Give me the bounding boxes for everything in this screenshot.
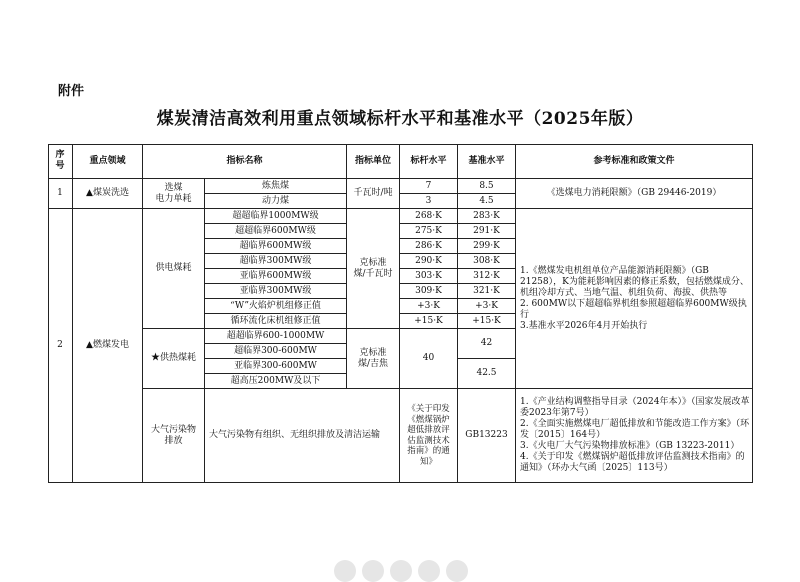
header-baseline: 基准水平 [458,144,516,179]
supply-power-unit: 克标准 煤/千瓦时 [347,209,400,329]
document-title: 煤炭清洁高效利用重点领域标杆水平和基准水平（2025年版） [156,109,644,129]
supply-heat-benchmark: 40 [400,329,458,389]
supply-power-benchmark: +3·K [400,299,458,314]
pollutant-level: GB13223 [458,389,516,483]
page-dot[interactable] [334,560,356,582]
page-dot[interactable] [390,560,412,582]
header-benchmark: 标杆水平 [400,144,458,179]
row1-item-name: 炼焦煤 [205,179,347,194]
supply-power-baseline: +15·K [458,314,516,329]
header-no: 序 号 [48,144,73,179]
supply-heat-label: ★供热煤耗 [143,329,205,389]
supply-heat-item: 超高压200MW及以下 [205,374,347,389]
supply-power-item: 超临界300MW级 [205,254,347,269]
supply-power-item: 超超临界600MW级 [205,224,347,239]
supply-power-baseline: +3·K [458,299,516,314]
supply-heat-baseline: 42.5 [458,359,516,389]
row1-indicator: 选煤 电力单耗 [143,179,205,209]
supply-heat-baseline: 42 [458,329,516,359]
supply-heat-item: 亚临界300-600MW [205,359,347,374]
header-reference: 参考标准和政策文件 [516,144,753,179]
supply-power-item: 亚临界600MW级 [205,269,347,284]
pollutant-indicator: 大气污染物有组织、无组织排放及清洁运输 [205,389,400,483]
row1-item-name: 动力煤 [205,194,347,209]
supply-power-benchmark: +15·K [400,314,458,329]
supply-heat-item: 超临界300-600MW [205,344,347,359]
row2-field: ▲燃煤发电 [73,209,143,483]
supply-power-baseline: 321·K [458,284,516,299]
supply-power-baseline: 291·K [458,224,516,239]
row1-benchmark: 7 [400,179,458,194]
supply-power-baseline: 299·K [458,239,516,254]
header-field: 重点领域 [73,144,143,179]
supply-power-benchmark: 268·K [400,209,458,224]
supply-power-benchmark: 286·K [400,239,458,254]
row1-field: ▲煤炭洗选 [73,179,143,209]
attachment-label: 附件 [58,84,85,99]
row1-unit: 千瓦时/吨 [347,179,400,209]
pollutant-reference: 1.《产业结构调整指导目录（2024年本）》（国家发展改革委2023年第7号） 2.《全面实施燃煤电厂超低排放和节能改造工作方案》（环发〔2015〕164号） 3.《火电厂大气污染物排放标准》（GB 13223-2011） 4.《关于印发《燃煤锅炉超低排放评估监测技术指南》的通知》（环办大气函〔2025〕113号） [516,389,753,483]
power-reference: 1.《燃煤发电机组单位产品能源消耗限额》（GB 21258），K为能耗影响因素的修正系数，包括燃煤成分、机组冷却方式、当地气温、机组负荷、海拔、供热等 2. 600MW以下超超临界机组参照超超临界600MW级执行 3.基准水平2026年4月开始执行 [516,209,753,389]
supply-power-baseline: 283·K [458,209,516,224]
page-dot[interactable] [362,560,384,582]
pollutant-label: 大气污染物 排放 [143,389,205,483]
supply-power-benchmark: 275·K [400,224,458,239]
supply-power-baseline: 312·K [458,269,516,284]
supply-power-baseline: 308·K [458,254,516,269]
row1-baseline: 4.5 [458,194,516,209]
supply-power-item: 超临界600MW级 [205,239,347,254]
row1-no: 1 [48,179,73,209]
supply-heat-item: 超超临界600-1000MW [205,329,347,344]
supply-power-item: 循环流化床机组修正值 [205,314,347,329]
row1-reference: 《选煤电力消耗限额》（GB 29446-2019） [516,179,753,209]
page-indicator [334,560,468,582]
row2-no: 2 [48,209,73,483]
row1-benchmark: 3 [400,194,458,209]
page-dot[interactable] [418,560,440,582]
supply-power-benchmark: 309·K [400,284,458,299]
supply-power-label: 供电煤耗 [143,209,205,329]
page-dot[interactable] [446,560,468,582]
supply-power-benchmark: 290·K [400,254,458,269]
supply-power-benchmark: 303·K [400,269,458,284]
supply-power-item: 超超临界1000MW级 [205,209,347,224]
supply-power-item: “W”火焰炉机组修正值 [205,299,347,314]
standards-table [48,144,753,483]
supply-power-item: 亚临界300MW级 [205,284,347,299]
header-unit: 指标单位 [347,144,400,179]
header-indicator: 指标名称 [143,144,347,179]
supply-heat-unit: 克标准 煤/吉焦 [347,329,400,389]
pollutant-unit: 《关于印发 《燃煤锅炉 超低排放评 估监测技术 指南》的通 知》 [400,389,458,483]
row1-baseline: 8.5 [458,179,516,194]
